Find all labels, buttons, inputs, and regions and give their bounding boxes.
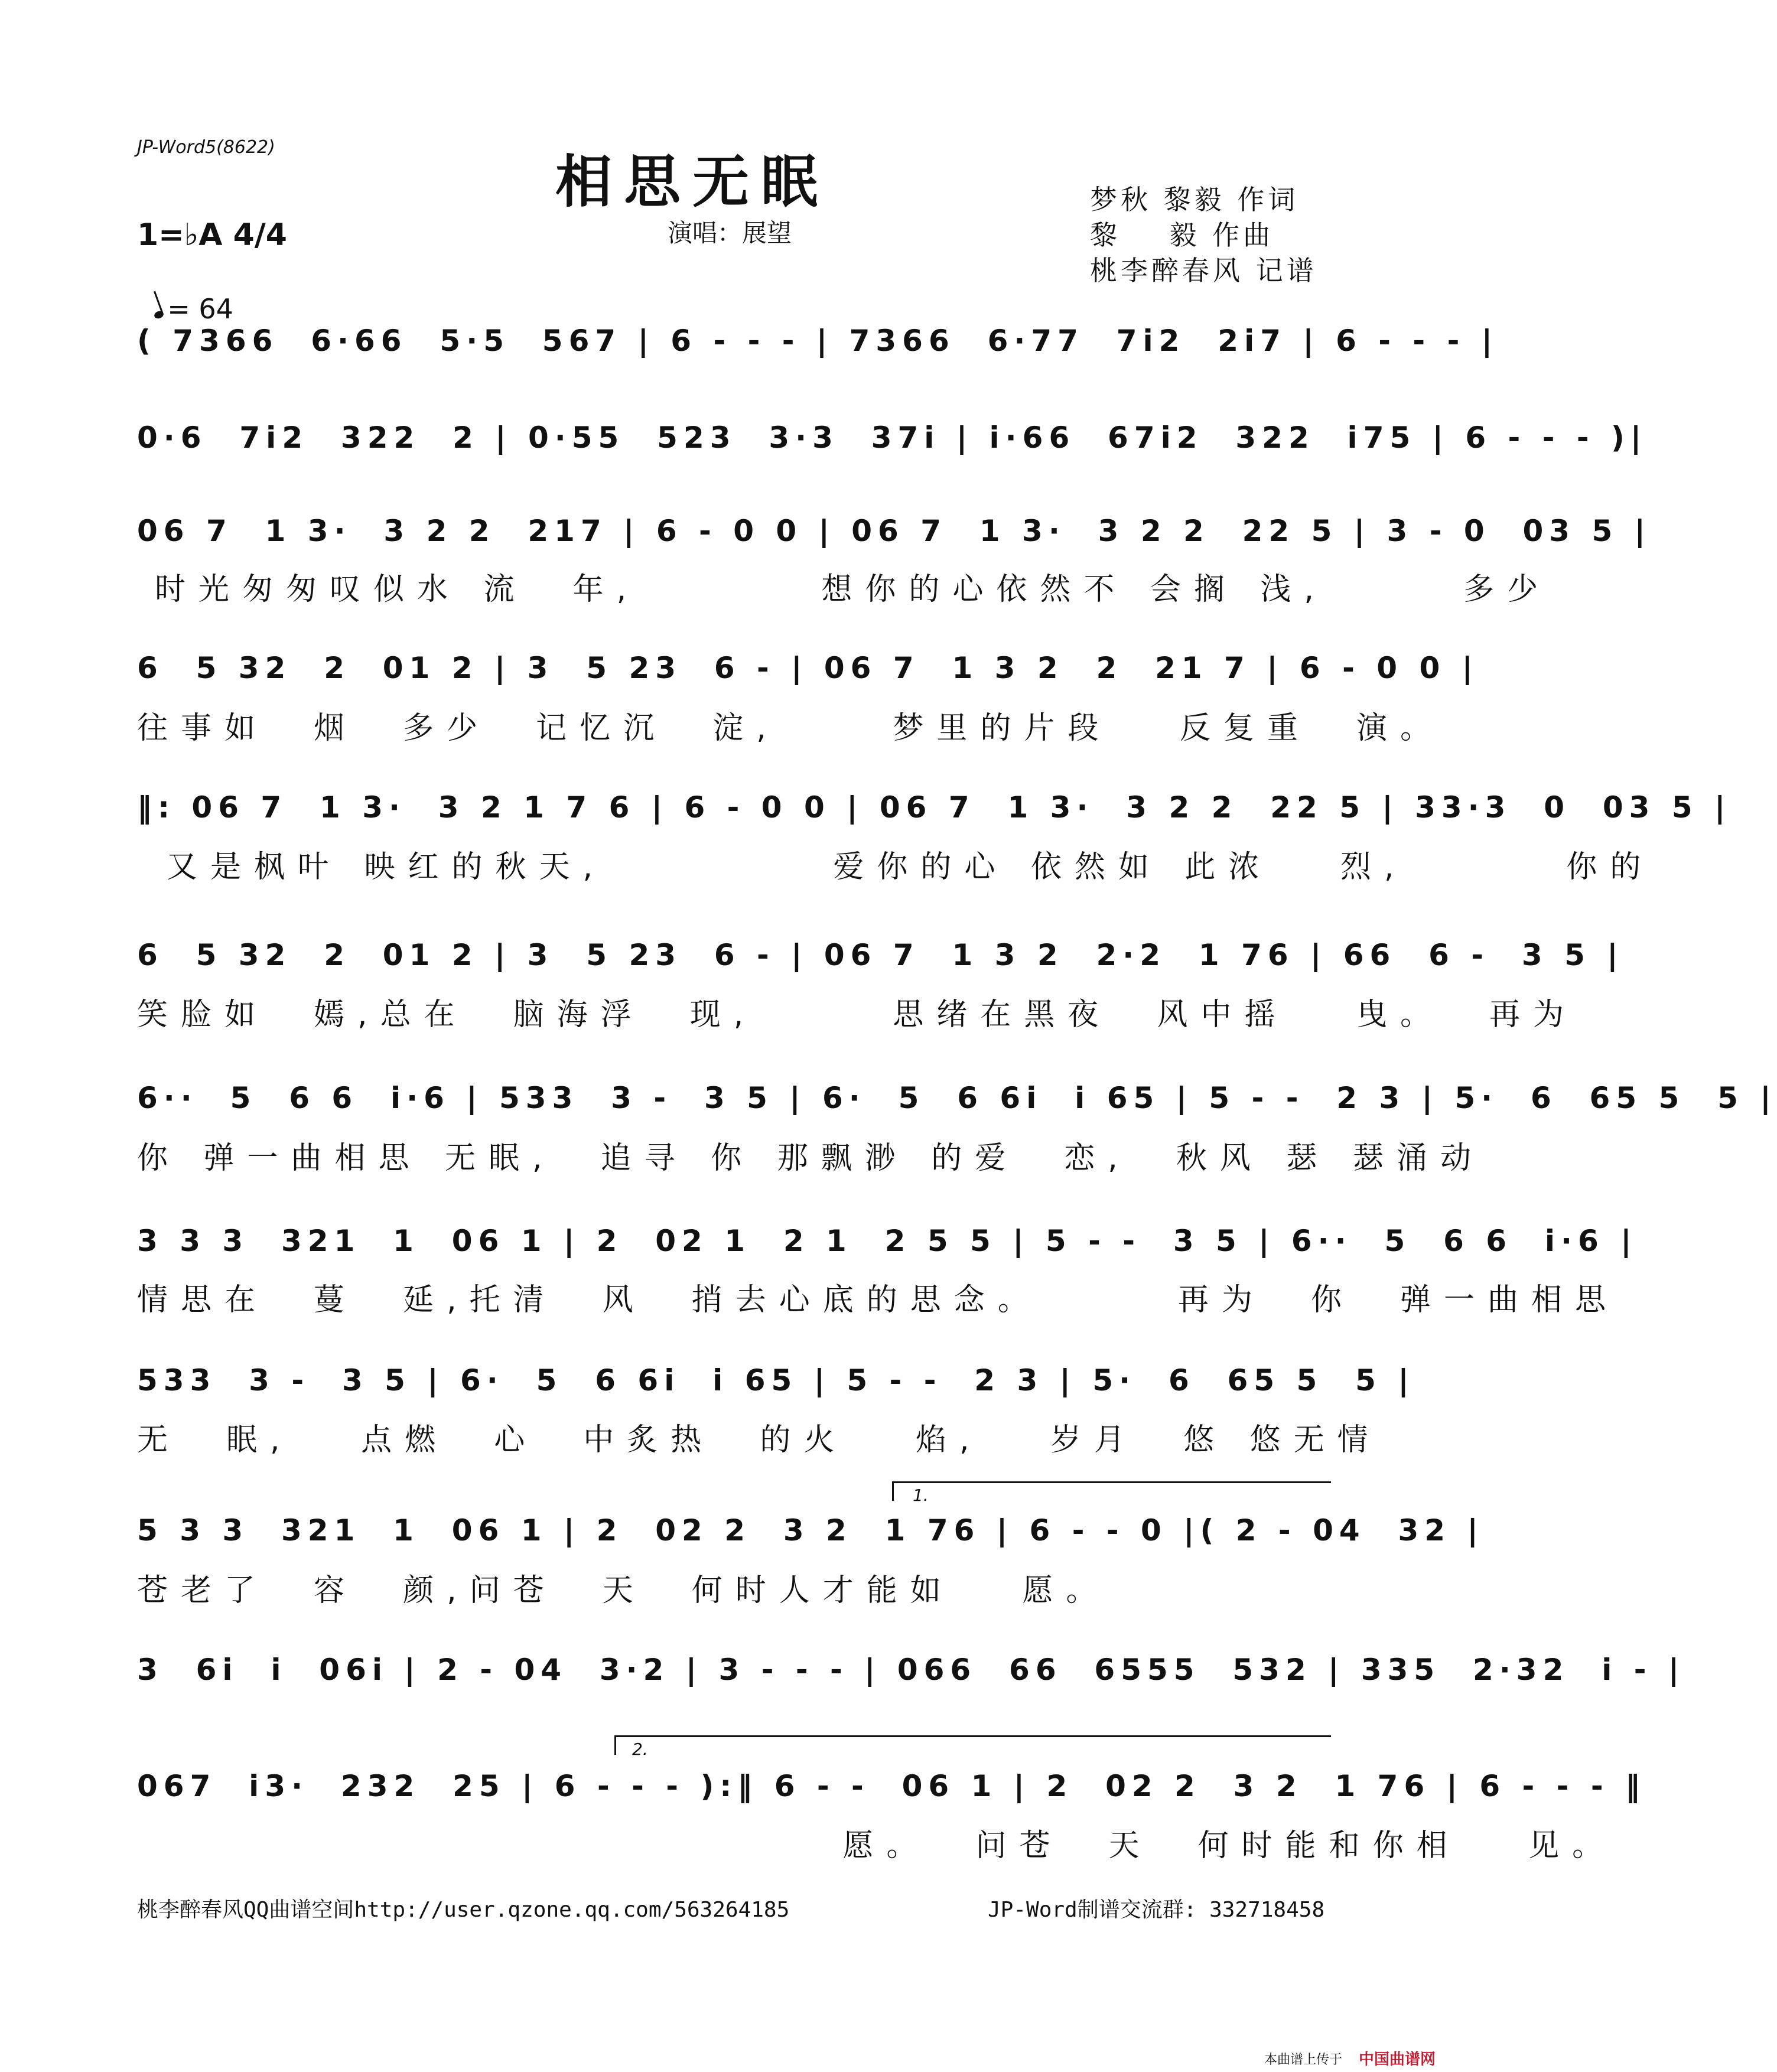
lyrics-line-5: 又是枫叶 映红的秋天, 爱你的心 依然如 此浓 烈, 你的 <box>167 849 1654 885</box>
notation-line-8: 3 3 3 321 1 06 1 | 2 02 1 2 1 2 5 5 | 5 - - 3 5 | 6·· 5 6 6 i·6 | <box>137 1224 1638 1258</box>
key-signature: 1=♭A 4/4 <box>137 217 287 253</box>
lyrics-line-12: 愿。 问苍 天 何时能和你相 见。 <box>137 1828 1616 1864</box>
transcriber-credit: 桃李醉春风 记谱 <box>1090 255 1317 286</box>
notation-line-1: ( 7366 6·66 5·5 567 | 6 - - - | 7366 6·77 7i2 2i7 | 6 - - - | <box>137 324 1499 358</box>
notation-line-5: ‖: 06 7 1 3· 3 2 1 7 6 | 6 - 0 0 | 06 7 1 3· 3 2 2 22 5 | 33·3 0 03 5 | <box>137 790 1732 825</box>
lyrics-line-8: 情思在 蔓 延,托清 风 捎去心底的思念。 再为 你 弹一曲相思 <box>137 1282 1619 1318</box>
app-label: JP-Word5(8622) <box>137 137 275 158</box>
volta-2-bracket <box>614 1735 1331 1755</box>
footer-qzone-link[interactable]: 桃李醉春风QQ曲谱空间http://user.qzone.qq.com/563264185 <box>137 1898 790 1922</box>
song-title: 相思无眠 <box>555 148 829 215</box>
notation-line-10: 5 3 3 321 1 06 1 | 2 02 2 3 2 1 76 | 6 - - 0 |( 2 - 04 32 | <box>137 1513 1484 1548</box>
lyricist-credit: 梦秋 黎毅 作词 <box>1090 184 1299 216</box>
quarter-note-icon <box>154 310 165 320</box>
lyrics-line-10: 苍老了 容 颜,问苍 天 何时人才能如 愿。 <box>137 1573 1110 1608</box>
lyrics-line-4: 往事如 烟 多少 记忆沉 淀, 梦里的片段 反复重 演。 <box>137 711 1444 746</box>
singer-credit: 演唱：展望 <box>668 219 792 247</box>
notation-line-6: 6 5 32 2 01 2 | 3 5 23 6 - | 06 7 1 3 2 2·2 1 76 | 66 6 - 3 5 | <box>137 938 1624 972</box>
upload-site-label: 本曲谱上传于 <box>1264 2053 1343 2067</box>
notation-line-7: 6·· 5 6 6 i·6 | 533 3 - 3 5 | 6· 5 6 6i i 65 | 5 - - 2 3 | 5· 6 65 5 5 | <box>137 1081 1777 1115</box>
notation-line-11: 3 6i i 06i | 2 - 04 3·2 | 3 - - - | 066 66 6555 532 | 335 2·32 i - | <box>137 1653 1685 1687</box>
notation-line-9: 533 3 - 3 5 | 6· 5 6 6i i 65 | 5 - - 2 3 | 5· 6 65 5 5 | <box>137 1363 1415 1397</box>
footer-group-info: JP-Word制谱交流群: 332718458 <box>988 1898 1325 1922</box>
volta-2-label: 2. <box>632 1739 648 1759</box>
notation-line-4: 6 5 32 2 01 2 | 3 5 23 6 - | 06 7 1 3 2 2 21 7 | 6 - 0 0 | <box>137 651 1479 685</box>
tempo-marking <box>137 261 233 325</box>
notation-line-2: 0·6 7i2 322 2 | 0·55 523 3·3 37i | i·66 67i2 322 i75 | 6 - - - )| <box>137 421 1648 455</box>
lyrics-line-7: 你 弹一曲相思 无眠, 追寻 你 那飘渺 的爱 恋, 秋风 瑟 瑟涌动 <box>137 1141 1484 1176</box>
lyrics-line-3: 时光匆匆叹似水 流 年, 想你的心依然不 会搁 浅, 多少 <box>155 572 1551 607</box>
composer-credit: 黎 毅 作曲 <box>1090 219 1274 251</box>
notation-line-3: 06 7 1 3· 3 2 2 217 | 6 - 0 0 | 06 7 1 3· 3 2 2 22 5 | 3 - 0 03 5 | <box>137 514 1651 548</box>
lyrics-line-6: 笑脸如 嫣,总在 脑海浮 现, 思绪在黑夜 风中摇 曳。 再为 <box>137 997 1577 1032</box>
site-logo[interactable]: 中国曲谱网 <box>1359 2051 1436 2068</box>
tempo-value: = 64 <box>167 293 233 325</box>
notation-line-12: 067 i3· 232 25 | 6 - - - ):‖ 6 - - 06 1 | 2 02 2 3 2 1 76 | 6 - - - ‖ <box>137 1769 1646 1803</box>
lyrics-line-9: 无 眠, 点燃 心 中炙热 的火 焰, 岁月 悠 悠无情 <box>137 1422 1381 1458</box>
volta-1-bracket <box>892 1481 1331 1501</box>
volta-1-label: 1. <box>913 1485 929 1505</box>
